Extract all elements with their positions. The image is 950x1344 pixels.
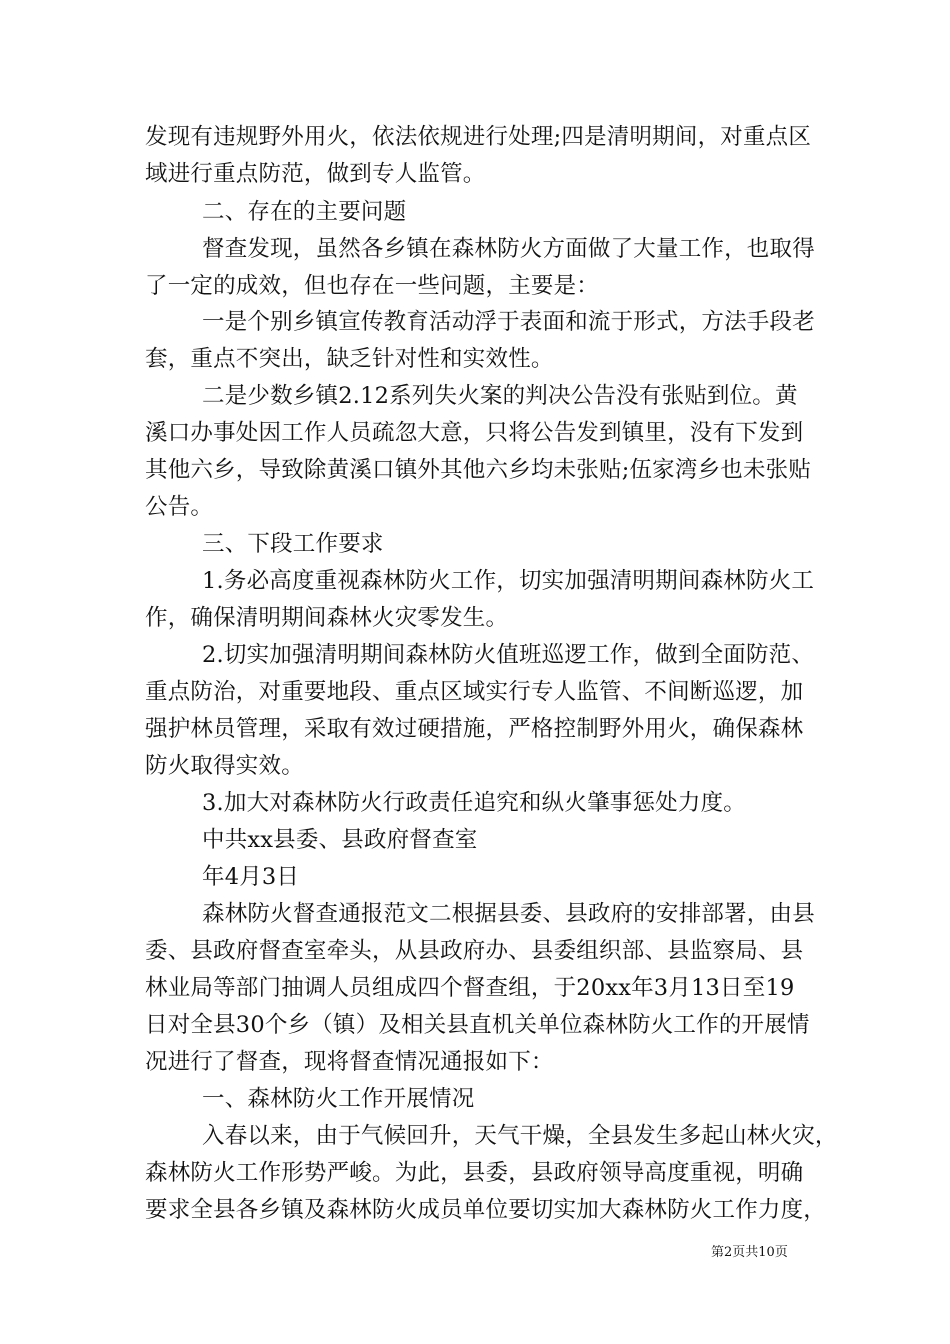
date-line: 年4月3日: [202, 864, 300, 890]
body-line: 森林防火督查通报范文二根据县委、县政府的安排部署，由县: [202, 901, 815, 927]
body-line: 了一定的成效，但也存在一些问题，主要是：: [145, 273, 600, 299]
section-heading: 一、森林防火工作开展情况: [202, 1086, 475, 1112]
body-line: 重点防治，对重要地段、重点区域实行专人监管、不间断巡逻，加: [145, 679, 804, 705]
body-line: 防火取得实效。: [145, 753, 304, 779]
body-line: 其他六乡，导致除黄溪口镇外其他六乡均未张贴;伍家湾乡也未张贴: [145, 457, 812, 483]
body-line: 入春以来，由于气候回升，天气干燥，全县发生多起山林火灾，: [202, 1123, 838, 1149]
signature-line: 中共xx县委、县政府督查室: [202, 827, 478, 853]
body-line: 套，重点不突出，缺乏针对性和实效性。: [145, 346, 554, 372]
body-line: 二是少数乡镇2.12系列失火案的判决公告没有张贴到位。黄: [202, 383, 798, 409]
body-line: 森林防火工作形势严峻。为此，县委，县政府领导高度重视，明确: [145, 1160, 804, 1186]
body-line: 日对全县30个乡（镇）及相关县直机关单位森林防火工作的开展情: [145, 1012, 810, 1038]
body-line: 2.切实加强清明期间森林防火值班巡逻工作，做到全面防范、: [202, 642, 815, 668]
body-line: 委、县政府督查室牵头，从县政府办、县委组织部、县监察局、县: [145, 938, 804, 964]
body-line: 况进行了督查，现将督查情况通报如下：: [145, 1049, 554, 1075]
body-line: 发现有违规野外用火，依法依规进行处理;四是清明期间，对重点区: [145, 124, 812, 150]
body-line: 1.务必高度重视森林防火工作，切实加强清明期间森林防火工: [202, 568, 815, 594]
body-line: 作，确保清明期间森林火灾零发生。: [145, 605, 509, 631]
body-line: 一是个别乡镇宣传教育活动浮于表面和流于形式，方法手段老: [202, 309, 815, 335]
section-heading: 二、存在的主要问题: [202, 199, 407, 225]
body-line: 域进行重点防范，做到专人监管。: [145, 161, 486, 187]
body-line: 3.加大对森林防火行政责任追究和纵火肇事惩处力度。: [202, 790, 746, 816]
page-number: 第2页共10页: [711, 1245, 788, 1260]
body-line: 强护林员管理，采取有效过硬措施，严格控制野外用火，确保森林: [145, 716, 804, 742]
body-line: 督查发现，虽然各乡镇在森林防火方面做了大量工作，也取得: [202, 236, 815, 262]
section-heading: 三、下段工作要求: [202, 531, 384, 557]
body-line: 公告。: [145, 494, 214, 520]
body-line: 林业局等部门抽调人员组成四个督查组，于20xx年3月13日至19: [145, 975, 795, 1001]
body-line: 要求全县各乡镇及森林防火成员单位要切实加大森林防火工作力度，: [145, 1197, 827, 1223]
body-line: 溪口办事处因工作人员疏忽大意，只将公告发到镇里，没有下发到: [145, 420, 804, 446]
